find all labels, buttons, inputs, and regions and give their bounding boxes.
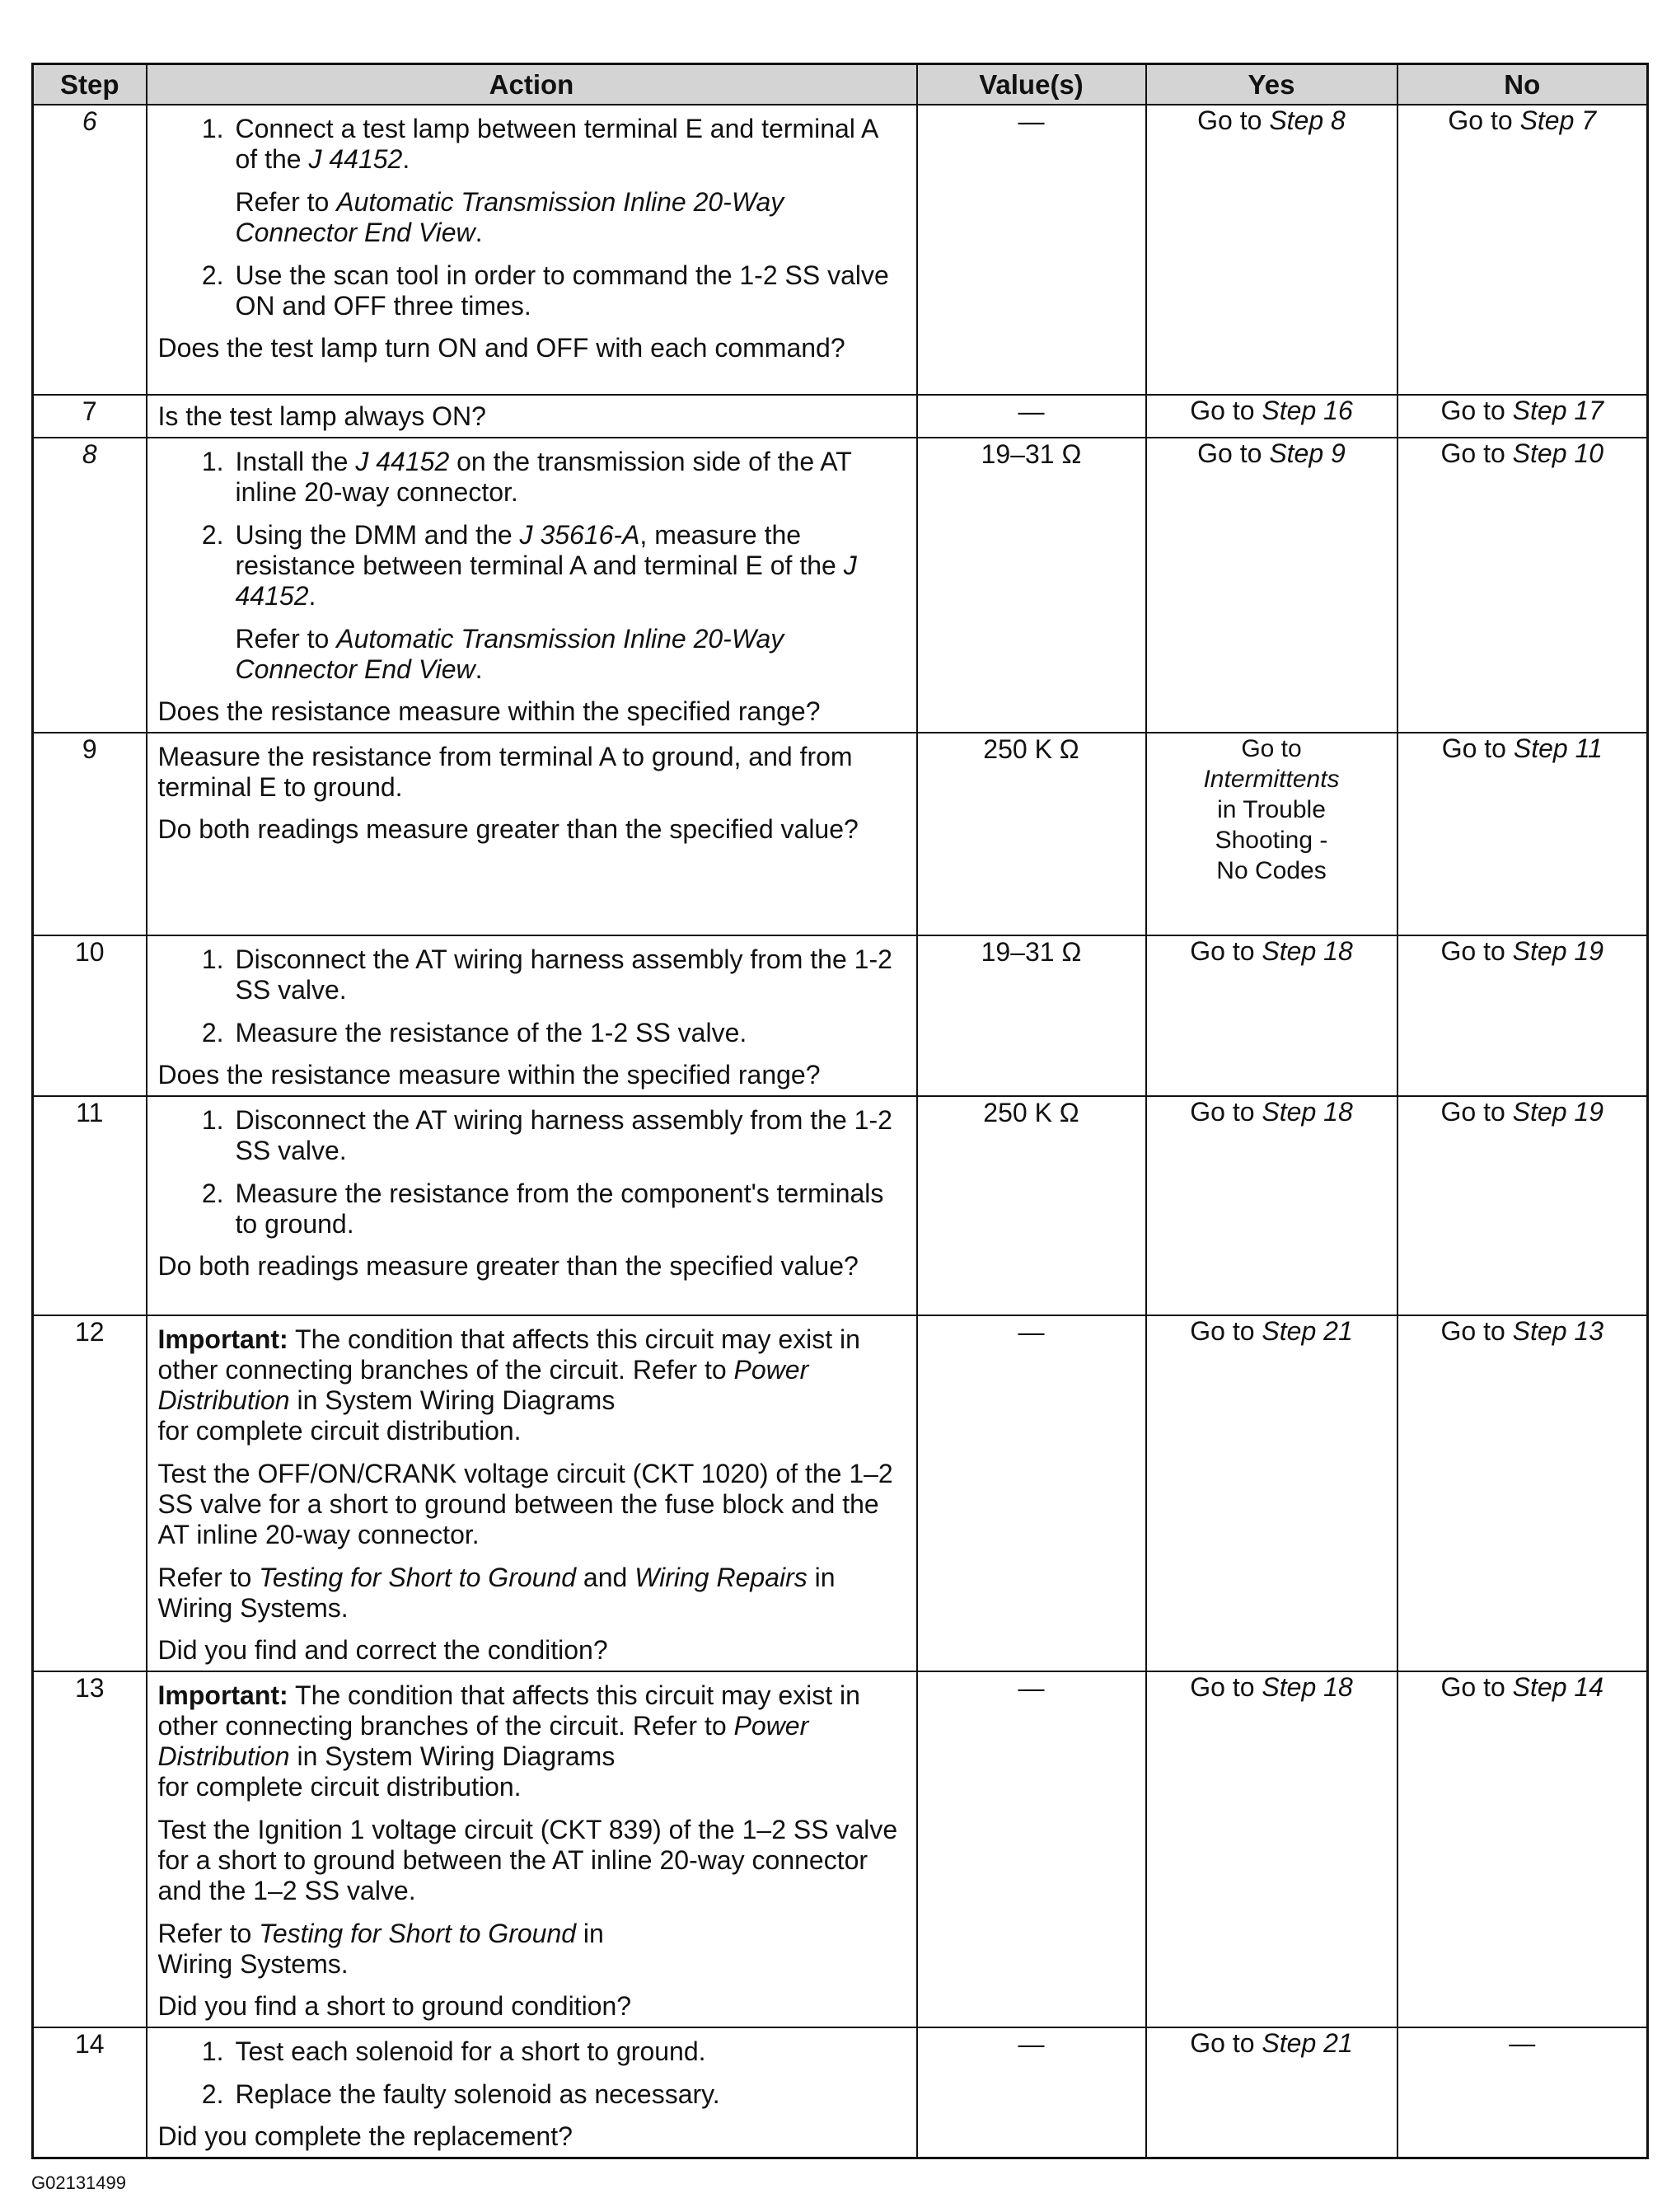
doc-reference: Testing for Short to Ground	[259, 1919, 577, 1948]
no-step-link[interactable]: Step 14	[1512, 1672, 1603, 1702]
important-text: The condition that affects this circuit may exist in other connecting branches of the circuit. Refer to	[157, 1324, 860, 1385]
action-question: Do both readings measure greater than the specified value?	[157, 814, 859, 844]
action-cell: 1. Connect a test lamp between terminal E and terminal A of the J 44152. Refer to Automatic Transmission Inline 20-Way Connector End View. 2. Use the scan tool in order to command the 1-2 SS valve ON and OFF three times. Does the test lamp turn ON and OFF with each command?	[147, 105, 917, 395]
no-cell	[1397, 1096, 1648, 1315]
action-text: Install the	[235, 447, 349, 476]
header-action: Action	[147, 64, 917, 105]
yes-step-link[interactable]: Step 16	[1262, 396, 1353, 425]
action-text: on the transmission side of the AT inline 20-way connector.	[235, 447, 852, 507]
yes-cell	[1146, 1096, 1397, 1315]
action-text: Using the DMM and the	[235, 520, 513, 550]
table-header-row	[33, 64, 1648, 105]
table-row	[33, 2027, 1648, 2158]
no-step-link[interactable]: Step 19	[1512, 1097, 1603, 1127]
action-text: Connect a test lamp between terminal E and terminal A of the	[235, 114, 878, 174]
action-cell	[147, 733, 917, 935]
action-text: Measure the resistance from the component's terminals to ground.	[235, 1179, 884, 1239]
step-number: 10	[33, 935, 147, 1096]
value-cell: —	[917, 1671, 1146, 2027]
step-number: 13	[33, 1671, 147, 2027]
goto-label: Go to	[1241, 735, 1302, 762]
step-number: 6	[33, 105, 147, 395]
refer-label: Refer to	[157, 1563, 252, 1592]
no-cell	[1397, 438, 1648, 733]
table-row	[33, 438, 1648, 733]
step-number: 7	[33, 395, 147, 438]
value-cell: 250 K Ω	[917, 733, 1146, 935]
table-row	[33, 1315, 1648, 1671]
doc-reference: Wiring Repairs	[634, 1563, 808, 1592]
table-row	[33, 395, 1648, 438]
doc-reference: Testing for Short to Ground	[259, 1563, 577, 1592]
action-text: Measure the resistance of the 1-2 SS valve.	[235, 1018, 747, 1047]
no-step-link[interactable]: Step 11	[1513, 733, 1603, 763]
doc-reference: Automatic Transmission Inline 20-Way Connector End View	[235, 624, 784, 684]
table-row	[33, 935, 1648, 1096]
yes-step-link[interactable]: Step 18	[1262, 1097, 1353, 1127]
action-cell	[147, 1315, 917, 1671]
action-cell	[147, 1671, 917, 2027]
goto-label: Go to	[1440, 438, 1505, 468]
diagnostic-table	[31, 63, 1649, 2159]
step-number: 12	[33, 1315, 147, 1671]
no-step-link[interactable]: Step 7	[1519, 105, 1597, 135]
action-cell: 1. Install the J 44152 on the transmission side of the AT inline 20-way connector. 2. Using the DMM and the J 35616-A, measure the resistance between terminal A and terminal E of the J 44152. Refer to Automatic Transmission Inline 20-Way Connector End View. Does the resistance measure within the specified range?	[147, 438, 917, 733]
refer-label: Refer to	[157, 1919, 252, 1948]
action-text: Wiring Systems.	[157, 1949, 349, 1979]
action-cell: 1. Disconnect the AT wiring harness assembly from the 1-2 SS valve. 2. Measure the resistance from the component's terminals to ground. Do both readings measure greater than the specified value?	[147, 1096, 917, 1315]
header-step: Step	[33, 64, 147, 105]
header-no: No	[1397, 64, 1648, 105]
action-text: Test each solenoid for a short to ground.	[235, 2036, 706, 2066]
header-yes: Yes	[1146, 64, 1397, 105]
action-text: Test the OFF/ON/CRANK voltage circuit (CKT 1020) of the 1–2 SS valve for a short to ground between the fuse block and the AT inline 20-way connector.	[157, 1459, 893, 1549]
important-label: Important:	[157, 1680, 288, 1710]
no-step-link[interactable]: Step 17	[1512, 396, 1603, 425]
action-question: Did you complete the replacement?	[157, 2121, 573, 2151]
tool-ref: J 44152	[308, 144, 403, 174]
action-question: Does the resistance measure within the specified range?	[157, 1060, 821, 1090]
goto-label: Go to	[1440, 1672, 1505, 1702]
yes-step-link[interactable]: Step 8	[1269, 105, 1346, 135]
action-text: Use the scan tool in order to command the 1-2 SS valve ON and OFF three times.	[235, 260, 889, 321]
action-question: Is the test lamp always ON?	[147, 395, 917, 438]
goto-label: Go to	[1440, 936, 1505, 966]
refer-label: Refer to	[235, 624, 330, 654]
important-text: in System Wiring Diagrams	[297, 1741, 616, 1771]
yes-text: Shooting -	[1215, 827, 1328, 854]
important-text: for complete circuit distribution.	[157, 1772, 522, 1802]
important-text: The condition that affects this circuit may exist in other connecting branches of the circuit. Refer to	[157, 1680, 860, 1741]
doc-reference: Automatic Transmission Inline 20-Way Connector End View	[235, 187, 784, 247]
action-text: and	[583, 1563, 628, 1592]
action-cell: 1. Test each solenoid for a short to ground. 2. Replace the faulty solenoid as necessary. Did you complete the replacement?	[147, 2027, 917, 2158]
action-text: , measure the resistance between terminal A and terminal E of the	[235, 520, 836, 580]
action-text: Test the Ignition 1 voltage circuit (CKT 839) of the 1–2 SS valve for a short to ground between the AT inline 20-way connector and the 1–2 SS valve.	[157, 1815, 898, 1905]
action-text: Disconnect the AT wiring harness assembly from the 1-2 SS valve.	[235, 944, 892, 1005]
header-values: Value(s)	[917, 64, 1146, 105]
yes-step-link[interactable]: Step 21	[1262, 1316, 1353, 1346]
no-cell	[1397, 395, 1648, 438]
tool-ref: J 44152	[355, 447, 450, 476]
value-cell: 19–31 Ω	[917, 935, 1146, 1096]
value-cell: —	[917, 395, 1146, 438]
table-row	[33, 1671, 1648, 2027]
action-text: Replace the faulty solenoid as necessary.	[235, 2079, 720, 2109]
step-number: 11	[33, 1096, 147, 1315]
step-number: 9	[33, 733, 147, 935]
yes-step-link[interactable]: Step 18	[1262, 1672, 1353, 1702]
action-question: Does the resistance measure within the specified range?	[157, 696, 821, 726]
table-row	[33, 733, 1648, 935]
table-row	[33, 105, 1648, 395]
value-cell: —	[917, 1315, 1146, 1671]
goto-label: Go to	[1190, 1316, 1255, 1346]
goto-label: Go to	[1190, 2028, 1255, 2058]
action-question: Did you find a short to ground condition?	[157, 1991, 632, 2021]
yes-cell	[1146, 1315, 1397, 1671]
action-text: in	[583, 1919, 604, 1948]
action-text: Measure the resistance from terminal A to ground, and from terminal E to ground.	[157, 742, 853, 802]
value-cell: —	[917, 105, 1146, 395]
yes-step-link[interactable]: Step 18	[1262, 936, 1353, 966]
action-text: Disconnect the AT wiring harness assembly from the 1-2 SS valve.	[235, 1105, 892, 1165]
yes-step-link[interactable]: Step 21	[1262, 2028, 1353, 2058]
value-cell: —	[917, 2027, 1146, 2158]
step-number: 14	[33, 2027, 147, 2158]
goto-label: Go to	[1190, 1672, 1255, 1702]
yes-cell	[1146, 733, 1397, 935]
important-label: Important:	[157, 1324, 288, 1354]
goto-label: Go to	[1448, 105, 1513, 135]
yes-text: in Trouble	[1217, 796, 1326, 823]
yes-cell	[1146, 935, 1397, 1096]
goto-label: Go to	[1440, 396, 1505, 425]
yes-step-link[interactable]: Step 9	[1269, 438, 1346, 468]
step-number: 8	[33, 438, 147, 733]
no-step-link[interactable]: Step 19	[1512, 936, 1603, 966]
no-cell: —	[1397, 2027, 1648, 2158]
no-cell	[1397, 105, 1648, 395]
action-question: Do both readings measure greater than the specified value?	[157, 1251, 859, 1281]
no-cell	[1397, 733, 1648, 935]
no-cell	[1397, 935, 1648, 1096]
figure-id: G02131499	[31, 2172, 126, 2193]
no-cell	[1397, 1315, 1648, 1671]
yes-cell	[1146, 2027, 1397, 2158]
value-cell: 250 K Ω	[917, 1096, 1146, 1315]
doc-reference: Power Distribution	[157, 1355, 809, 1415]
action-question: Does the test lamp turn ON and OFF with each command?	[157, 333, 845, 363]
yes-cell	[1146, 105, 1397, 395]
no-step-link[interactable]: Step 13	[1512, 1316, 1603, 1346]
important-text: for complete circuit distribution.	[157, 1416, 522, 1446]
goto-label: Go to	[1190, 936, 1255, 966]
doc-reference: Power Distribution	[157, 1711, 809, 1771]
refer-label: Refer to	[235, 187, 330, 217]
yes-text: No Codes	[1216, 857, 1327, 884]
tool-ref: J 35616-A	[519, 520, 640, 550]
action-text: in Wiring Systems.	[157, 1563, 836, 1623]
yes-cell	[1146, 1671, 1397, 2027]
tool-ref: J 44152	[235, 551, 857, 611]
yes-cell	[1146, 395, 1397, 438]
goto-label: Go to	[1197, 438, 1262, 468]
goto-label: Go to	[1440, 1097, 1505, 1127]
goto-label: Go to	[1197, 105, 1262, 135]
action-question: Did you find and correct the condition?	[157, 1635, 608, 1665]
value-cell: 19–31 Ω	[917, 438, 1146, 733]
action-cell: 1. Disconnect the AT wiring harness assembly from the 1-2 SS valve. 2. Measure the resistance of the 1-2 SS valve. Does the resistance measure within the specified range?	[147, 935, 917, 1096]
goto-label: Go to	[1190, 1097, 1255, 1127]
goto-label: Go to	[1441, 733, 1506, 763]
yes-cell	[1146, 438, 1397, 733]
goto-label: Go to	[1440, 1316, 1505, 1346]
no-cell	[1397, 1671, 1648, 2027]
no-step-link[interactable]: Step 10	[1512, 438, 1603, 468]
table-row	[33, 1096, 1648, 1315]
goto-label: Go to	[1190, 396, 1255, 425]
important-text: in System Wiring Diagrams	[297, 1385, 616, 1415]
yes-step-link[interactable]: Intermittents	[1203, 766, 1340, 793]
